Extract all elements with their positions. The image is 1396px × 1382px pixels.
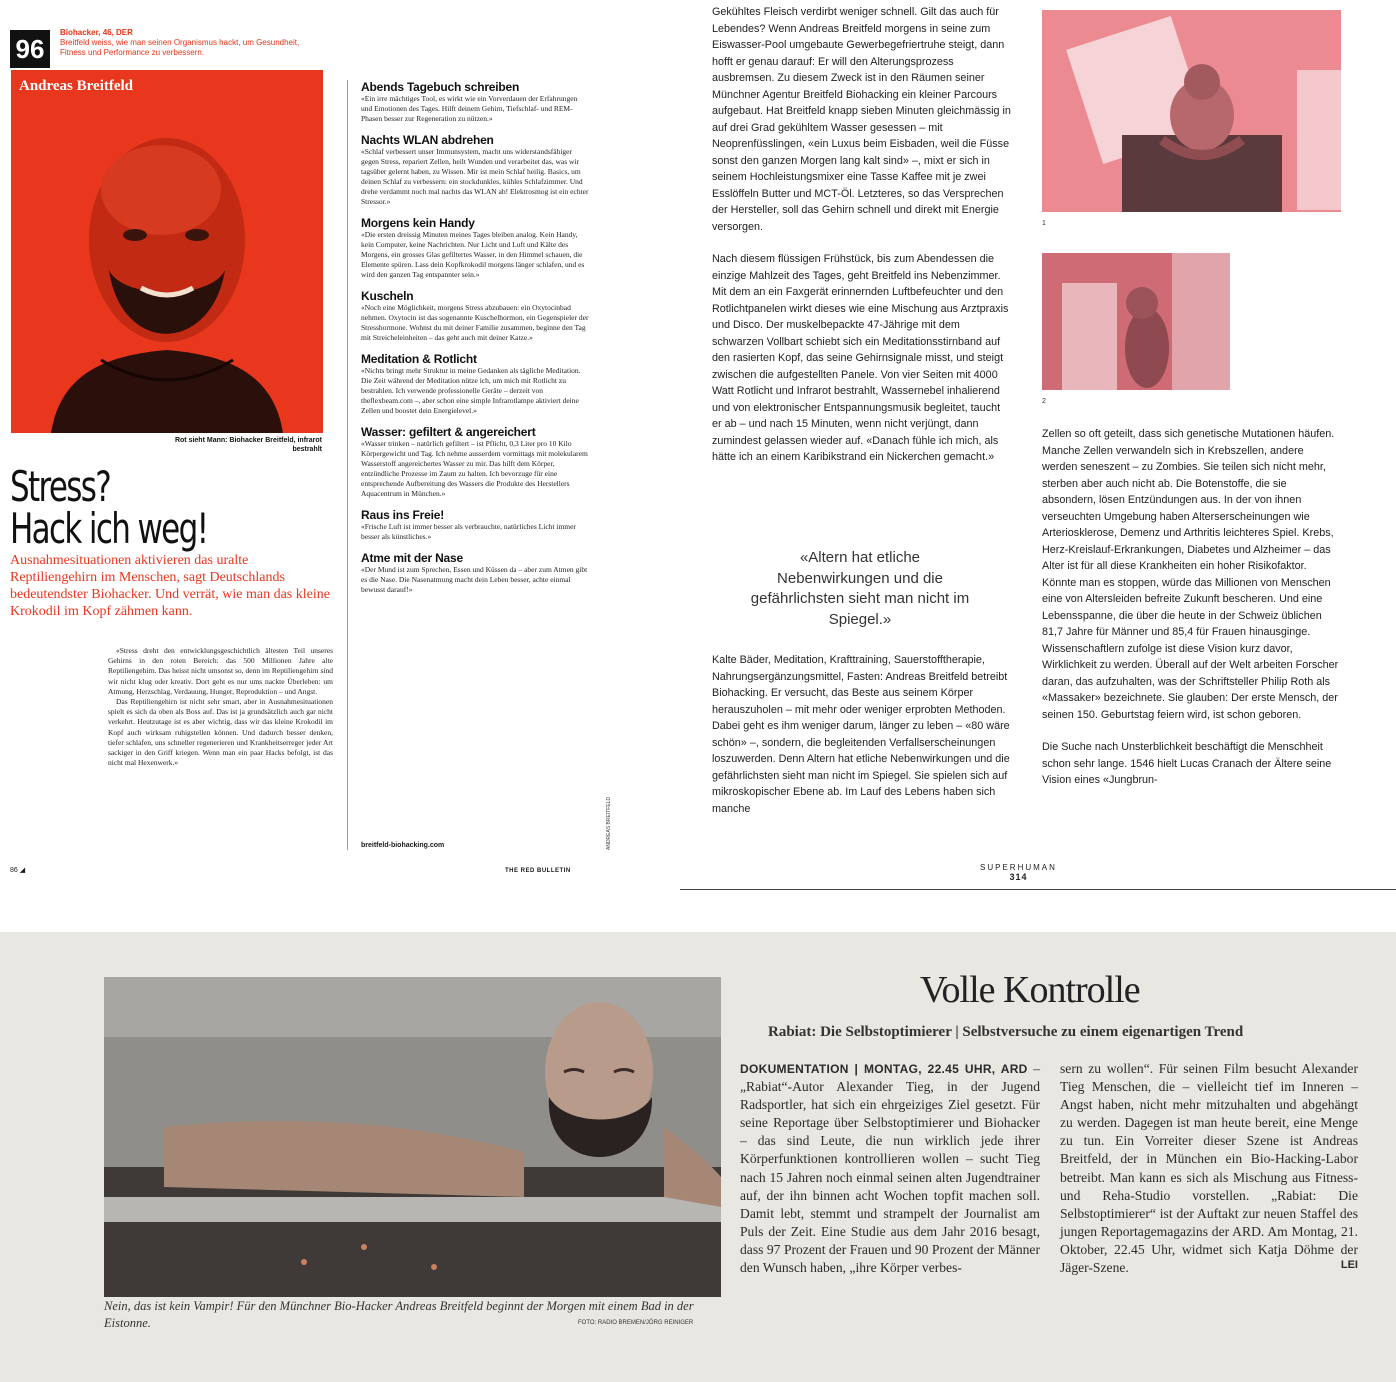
entry-number: 96: [10, 30, 50, 68]
tip-title: Abends Tagebuch schreiben: [361, 80, 520, 94]
ice-bath-photo: [1042, 10, 1341, 212]
page-number: [10, 866, 25, 874]
article-column-2: [1042, 426, 1342, 805]
tip-item: [361, 289, 589, 343]
column-divider: [347, 80, 348, 850]
pull-quote: «Altern hat etliche Nebenwirkungen und die gefährlichsten sieht man nicht im Spiegel.»: [750, 549, 970, 628]
website-link[interactable]: breitfeld-biohacking.com: [361, 842, 445, 849]
tip-text: «Noch eine Möglichkeit, morgens Stress abzubauen: ein Oxytocinbad nehmen. Oxytocin ist das sogenannte Kuschelhormon, ein Gegenspieler der Stresshormone. Wohnst du mit deiner Familie zusammen, beginne den Tag mit Streicheleinheiten – das geht auch mit deiner Katze.»: [361, 303, 589, 342]
article-column-1: [712, 4, 1012, 482]
side-credit: ANDREAS BREITFELD: [606, 796, 612, 850]
tip-item: [361, 352, 589, 416]
page-number: 314: [1009, 872, 1028, 882]
figure-number: 1: [1042, 220, 1046, 227]
newspaper-clipping: [0, 932, 1396, 1382]
intro-paragraph: Das Reptiliengehirn ist nicht sehr smart, aber in Ausnahmesituationen spielt es sich da oben als Boss auf. Das ist ja grundsätzlich auch gar nicht verkehrt. Heutzutage ist es aber wichtig, dass wir das kleine Krokodil im Kopf auch wirksam ruhigstellen können. Und dadurch besser denken, tiefer schlafen, uns schneller regenerieren und Krankheitserreger jeder Art sackiger in den Griff kriegen. Wenn man ein paar Hacks befolgt, ist das nicht mal Hexenwerk.»: [108, 697, 333, 768]
page-footer: [980, 863, 1057, 882]
author-signature: LEI: [1340, 1259, 1358, 1272]
headline-line2: Hack ich weg!: [10, 504, 208, 553]
red-bulletin-page: [0, 0, 680, 890]
photo-credit: FOTO: RADIO BREMEN/JÖRG REINIGER: [578, 1320, 694, 1326]
intro-text: [108, 646, 333, 768]
tip-title: Meditation & Rotlicht: [361, 352, 477, 366]
tip-title: Raus ins Freie!: [361, 508, 445, 522]
portrait-photo: [11, 70, 323, 433]
ice-bath-illustration: [1042, 10, 1341, 212]
article-subtitle: Rabiat: Die Selbstoptimierer | Selbstversuche zu einem eigenartigen Trend: [768, 1024, 1244, 1040]
tip-item: [361, 216, 589, 280]
tip-text: «Der Mund ist zum Sprechen, Essen und Küssen da – aber zum Atmen gibt es die Nase. Die Nasenatmung macht dein Leben besser, achte einmal bewusst darauf!»: [361, 565, 588, 594]
entry-meta: [60, 28, 320, 58]
superhuman-page: [680, 0, 1396, 890]
entry-meta-line2: Breitfeld weiss, wie man seinen Organismus hackt, um Gesundheit, Fitness und Performance zu verbessern.: [60, 38, 300, 57]
portrait-name: Andreas Breitfeld: [19, 78, 134, 94]
article-paragraph: Nach diesem flüssigen Frühstück, bis zum Abendessen die einzige Mahlzeit des Tages, geht Breitfeld ins Nebenzimmer. Mit dem an ein Faxgerät erinnernden Luftbefeuchter und den Rotlichtpanelen wirkt dieses wie eine Mischung aus Arztpraxis und Disco. Der muskelbepackte 47-Jährige mit dem schwarzen Vollbart schiebt sich ein Meditationsstirnband auf den rasierten Kopf, das seine Gehirnsignale misst, und steigt zwischen die aufgestellten Panele. Von vier Seiten mit 4000 Watt Rotlicht und Infrarot bestrahlt, Wassernebel inhalierend und von elektronischer Entspannungsmusik begleitet, taucht er ab – und nach 15 Minuten, wenn nicht verjüngt, dann zumindest gelassen wieder auf. «Danach fühle ich mich, als hätte ich an einem Karibikstrand ein Nickerchen gemacht.»: [712, 253, 1009, 463]
standfirst: Ausnahmesituationen aktivieren das uralte Reptiliengehirn im Menschen, sagt Deutschlands bedeutendster Biohacker. Und verrät, wie man das kleine Krokodil im Kopf zähmen kann.: [10, 553, 330, 619]
figure-number: 2: [1042, 398, 1046, 405]
article-text: sern zu wollen“. Für seinen Film besucht Alexander Tieg Menschen, die – vielleicht tief im Inneren – Angst haben, nicht mehr mitzuhalten und abgehängt zu werden. Dagegen ist man heute bereit, eine Menge zu tun. Ein Vorreiter dieser Szene ist Andreas Breitfeld, der in München ein Bio-Hacking-Labor betreibt. Man kann es sich als Mischung aus Fitness- und Reha-Studio vorstellen. „Rabiat: Die Selbstoptimierer“ ist der Auftakt zur neuen Staffel des jungen Reportagemagazins der ARD. Am Montag, 21. Oktober, 22.45 Uhr, widmet sich Katja Döhme der Jäger-Szene.: [1060, 1061, 1358, 1276]
tip-item: [361, 425, 589, 499]
article-paragraph: Kalte Bäder, Meditation, Krafttraining, Sauerstofftherapie, Nahrungsergänzungsmittel, Fasten: Andreas Breitfeld betreibt Biohacking. Er versucht, das Beste aus seinem Körper herauszuholen – mit mehr oder weniger erprobten Methoden. Dabei geht es ihm weniger darum, länger zu leben – «80 wäre schön» –, sondern, die begleitenden Verfallserscheinungen loszuwerden. Denn Altern hat etliche Nebenwirkungen und die gefährlichsten sieht man nicht im Spiegel. Sie spielen sich auf mikroskopischer Ebene ab. Im Lauf des Lebens haben sich manche: [712, 654, 1010, 815]
page-number-text: 86: [10, 867, 18, 874]
publication-name: THE RED BULLETIN: [505, 868, 571, 874]
red-light-photo: [1042, 253, 1230, 390]
photo-caption: Nein, das ist kein Vampir! Für den Münchner Bio-Hacker Andreas Breitfeld beginnt der Morgen mit einem Bad in der Eistonne.: [104, 1299, 694, 1330]
portrait-caption: Rot sieht Mann: Biohacker Breitfeld, infrarot bestrahlt: [174, 437, 322, 453]
article-text: – „Rabiat“-Autor Alexander Tieg, in der Jugend Radsportler, hat sich ein ehrgeiziges Ziel gesetzt. Für seine Reportage über Selbstoptimierer und Biohacker – das sind Leute, die nun wirklich jede ihrer Körperfunktionen kontrollieren wollen – sucht Tieg nach 15 Jahren noch einmal seinen alten Jugendtrainer auf, der ihn binnen acht Wochen topfit machen soll. Damit lebt, stemmt und strampelt der Journalist am Puls der Zeit. Eine Studie aus dem Jahr 2016 besagt, dass 97 Prozent der Frauen und 90 Prozent der Männer den Wunsch haben, „ihre Körper verbes-: [740, 1061, 1040, 1276]
section-name: SUPERHUMAN: [980, 863, 1057, 872]
tip-text: «Wasser trinken – natürlich gefiltert – ist Pflicht, 0,3 Liter pro 10 Kilo Körpergewicht und Tag. Ich nehme ausserdem vormittags mit molekularem Wasserstoff angereichertes Wasser zu mir. Das hilft dem Körper, entzündliche Prozesse im Zaum zu halten. Ich bevorzuge für eine entsprechende Aufbereitung des Wassers die Produkte des Herstellers Aquacentrum in München.»: [361, 439, 588, 498]
intro-paragraph: «Stress dreht den entwicklungsgeschichtlich ältesten Teil unseres Gehirns in den roten Bereich: das 500 Millionen Jahre alte Reptiliengehirn. Das heisst nicht umsonst so, denn im Reptiliengehirn sind wir nicht klug oder kreativ. Dort geht es nur ums nackte Überleben: um Atmung, Herzschlag, Verdauung, Hunger, Reproduktion – und Angst.: [108, 646, 333, 696]
article-paragraph: Die Suche nach Unsterblichkeit beschäftigt die Menschheit schon sehr lange. 1546 hielt Lucas Cranach der Ältere seine Vision eines «Jungbrun-: [1042, 741, 1332, 786]
article-lead: DOKUMENTATION | MONTAG, 22.45 UHR, ARD: [740, 1062, 1028, 1076]
tip-title: Kuscheln: [361, 289, 414, 303]
tip-item: [361, 551, 589, 595]
headline-line1: Stress?: [10, 462, 111, 511]
article-column-2: [1060, 1060, 1358, 1277]
tip-title: Morgens kein Handy: [361, 216, 475, 230]
tip-text: «Schlaf verbessert unser Immunsystem, macht uns widerstandsfähiger gegen Stress, repariert Zellen, heilt Wunden und verarbeitet das, was wir tagsüber gelernt haben, zu Wissen. Mir ist mein Schlaf heilig. Basics, um deinen Schlaf zu verbessern: ein stockdunkles, kühles Schlafzimmer. Und drehe verdammt noch mal nachts das WLAN ab! Elektrosmog ist ein echter Stressor.»: [361, 147, 589, 206]
portrait-illustration: [11, 70, 323, 433]
red-light-illustration: [1042, 253, 1230, 390]
tip-title: Atme mit der Nase: [361, 551, 463, 565]
tip-title: Nachts WLAN abdrehen: [361, 133, 494, 147]
tip-item: [361, 508, 589, 542]
ice-barrel-photo: [104, 977, 721, 1297]
ice-barrel-illustration: [104, 977, 721, 1297]
article-column-1-cont: [712, 652, 1012, 833]
article-paragraph: Zellen so oft geteilt, dass sich genetische Mutationen häufen. Manche Zellen verwandeln sich in Krebszellen, andere werden seneszent – zu Zombies. Sie teilen sich nicht mehr, sterben aber auch nicht ab. Die Botenstoffe, die sie absondern, lösen Entzündungen aus. In der von ihnen verseuchten Umgebung haben Alterserscheinungen wie Arteriosklerose, Demenz und Arthritis leichteres Spiel. Krebs, Herz-Kreislauf-Erkrankungen, Diabetes und Alzheimer – das Alter ist für all diese Krankheiten ein hoher Risikofaktor. Könnte man es stoppen, würde das Millionen von Menschen eine von Altersleiden befreite Zukunft bescheren. Und eine Lebensspanne, die über die heute in der Schweiz üblichen 81,7 Jahre für Männer und 85,4 für Frauen hinausginge. Wissenschaftlern zufolge ist diese Vision kurz davor, Wirklichkeit zu werden. Überall auf der Welt arbeiten Forscher daran, das aufzuhalten, was der Schriftsteller Philip Roth als «Massaker» bezeichnete. Sie glauben: Der erste Mensch, der seinen 150. Geburtstag feiern wird, ist schon geboren.: [1042, 428, 1339, 721]
tip-text: «Nichts bringt mehr Struktur in meine Gedanken als tägliche Meditation. Die Zeit während der Meditation nütze ich, um mich mit Rotlicht zu bestrahlen. Ich verwende professionelle Geräte – derzeit von theflexbeam.com –, aber schon eine simple Infrarotlampe aktiviert deine Zellen und boostet dein Energielevel.»: [361, 366, 581, 415]
tip-item: [361, 80, 589, 124]
tip-title: Wasser: gefiltert & angereichert: [361, 425, 536, 439]
headline: [10, 462, 272, 553]
bull-icon: ◢: [19, 867, 26, 874]
article-column-1: [740, 1060, 1040, 1277]
tip-item: [361, 133, 589, 207]
tips-column: [361, 80, 589, 604]
tip-text: «Die ersten dreissig Minuten meines Tages bleiben analog. Kein Handy, kein Computer, keine Nachrichten. Nur Licht und Luft und Kälte des Morgens, ein grosses Glas gefiltertes Wasser, in den Himmel schauen, die Elemente spüren. Lass dein Kopfkrokodil morgens länger schlafen, und es wird den ganzen Tag entspannter sein.»: [361, 230, 585, 279]
tip-text: «Frische Luft ist immer besser als verbrauchte, natürliches Licht immer besser als künstliches.»: [361, 522, 576, 541]
article-title: Volle Kontrolle: [920, 969, 1140, 1011]
entry-meta-line1: Biohacker, 46, DER: [60, 28, 133, 37]
article-paragraph: Gekühltes Fleisch verdirbt weniger schnell. Gilt das auch für Lebendes? Wenn Andreas Breitfeld morgens in seine zum Eiswasser-Pool umgebaute Gewerbegefriertruhe steigt, dann hofft er genau darauf: Er will den Alterungsprozess ausbremsen. Zu diesem Zweck ist in den Räumen seiner Münchner Agentur Breitfeld Biohacking ein kleiner Parcours aufgebaut. Hat Breitfeld knapp sieben Minuten gleichmässig in auf drei Grad gekühltem Wasser gesessen – mit Neoprenfüsslingen, «ein Luxus beim Eisbaden, weil die Füsse sonst den ganzen Morgen lang kalt sind» –, mixt er sich in seinem Hochleistungsmixer eine Tasse Kaffee mit je zwei Esslöffeln Butter und MCT-Öl. Letzteres, so das Versprechen der Hersteller, soll das Gehirn schnell und direkt mit Energie versorgen.: [712, 6, 1011, 233]
tip-text: «Ein irre mächtiges Tool, es wirkt wie ein Vorverdauen der Erfahrungen und Emotionen des Tages. Hilft deinem Gehirn, Tiefschlaf- und REM-Phasen besser zur Regeneration zu nützen.»: [361, 94, 578, 123]
footer-rule: [680, 889, 1396, 890]
